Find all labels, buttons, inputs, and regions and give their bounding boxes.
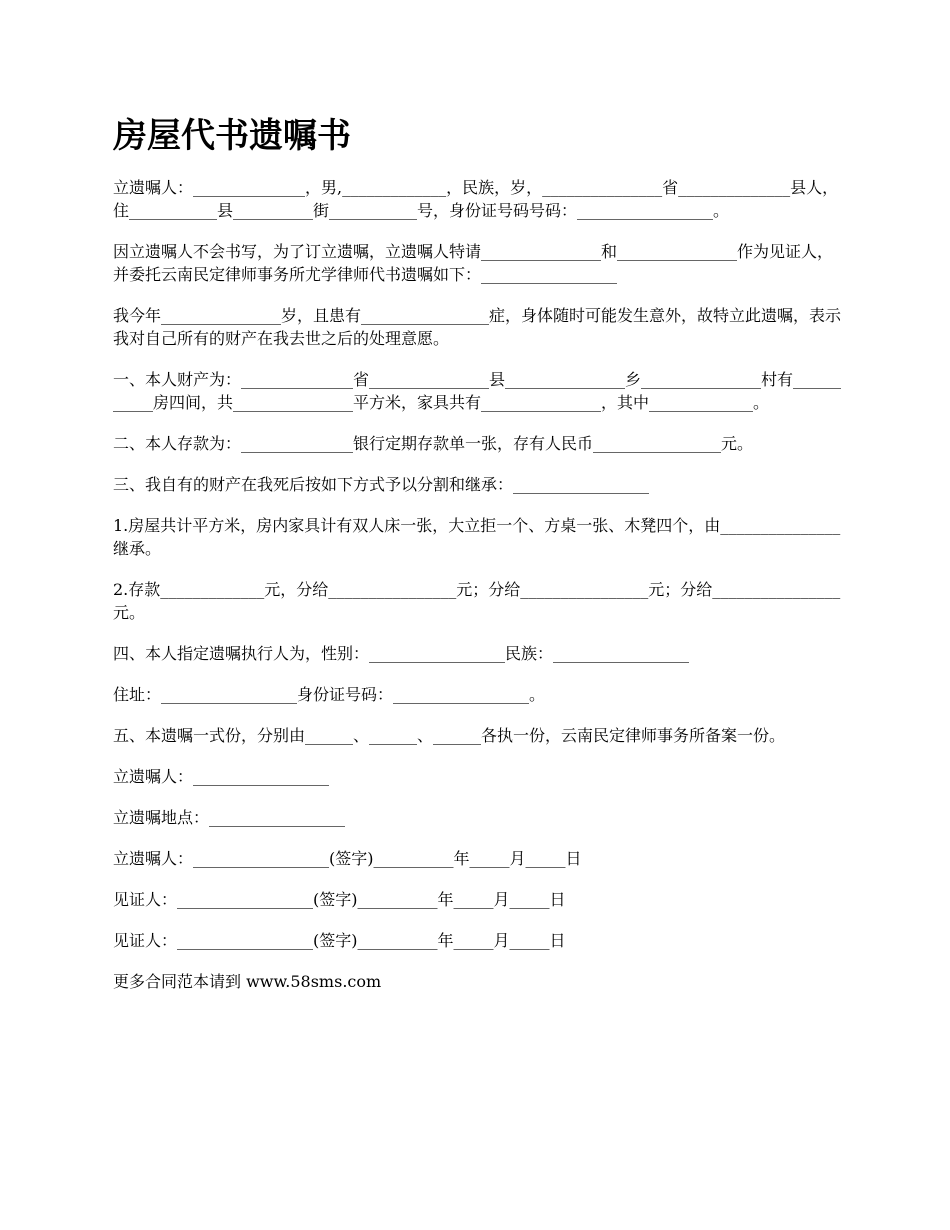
witness-signature-line-2: 见证人：_________________(签字)__________年_____月_____日 (113, 931, 566, 950)
division-paragraph: 三、我自有的财产在我死后按如下方式予以分割和继承：_________________ (113, 475, 650, 494)
executor-paragraph: 四、本人指定遗嘱执行人为，性别：_________________民族：_________________ (113, 644, 690, 663)
deposit-division-paragraph: 2.存款_____________元，分给________________元；分给________________元；分给________________元。 (113, 580, 841, 622)
property-paragraph: 一、本人财产为：______________省_______________县_______________乡_______________村有___________房四间，共_______________平方米，家具共有_______________，其中_____________。 (113, 370, 842, 412)
document-page (113, 112, 841, 1011)
footer-link-text: 更多合同范本请到 www.58sms.com (113, 972, 382, 991)
house-inheritance-paragraph: 1.房屋共计平方米，房内家具计有双人床一张，大立拒一个、方桌一张、木凳四个，由_______________继承。 (113, 516, 841, 558)
testator-line: 立遗嘱人：_________________ (113, 767, 330, 786)
copies-paragraph: 五、本遗嘱一式份，分别由______、______、______各执一份，云南民定律师事务所备案一份。 (113, 726, 786, 745)
executor-address-paragraph: 住址：_________________身份证号码：_________________。 (113, 685, 546, 704)
deposit-paragraph: 二、本人存款为：______________银行定期存款单一张，存有人民币________________元。 (113, 434, 754, 453)
place-line: 立遗嘱地点：_________________ (113, 808, 346, 827)
witness-request-paragraph: 因立遗嘱人不会书写，为了订立遗嘱，立遗嘱人特请_______________和_______________作为见证人，并委托云南民定律师事务所尤学律师代书遗嘱如下：_________________ (113, 242, 834, 284)
witness-signature-line-1: 见证人：_________________(签字)__________年_____月_____日 (113, 890, 566, 909)
testator-info-paragraph: 立遗嘱人：______________，男,_____________，民族，岁，_______________省______________县人，住___________县__________街___________号，身份证号码号码：_________________。 (113, 178, 839, 220)
document-title: 房屋代书遗嘱书 (113, 116, 351, 156)
intent-paragraph: 我今年_______________岁，且患有________________症，身体随时可能发生意外，故特立此遗嘱，表示我对自己所有的财产在我去世之后的处理意愿。 (113, 306, 842, 348)
testator-signature-line: 立遗嘱人：_________________(签字)__________年_____月_____日 (113, 849, 582, 868)
